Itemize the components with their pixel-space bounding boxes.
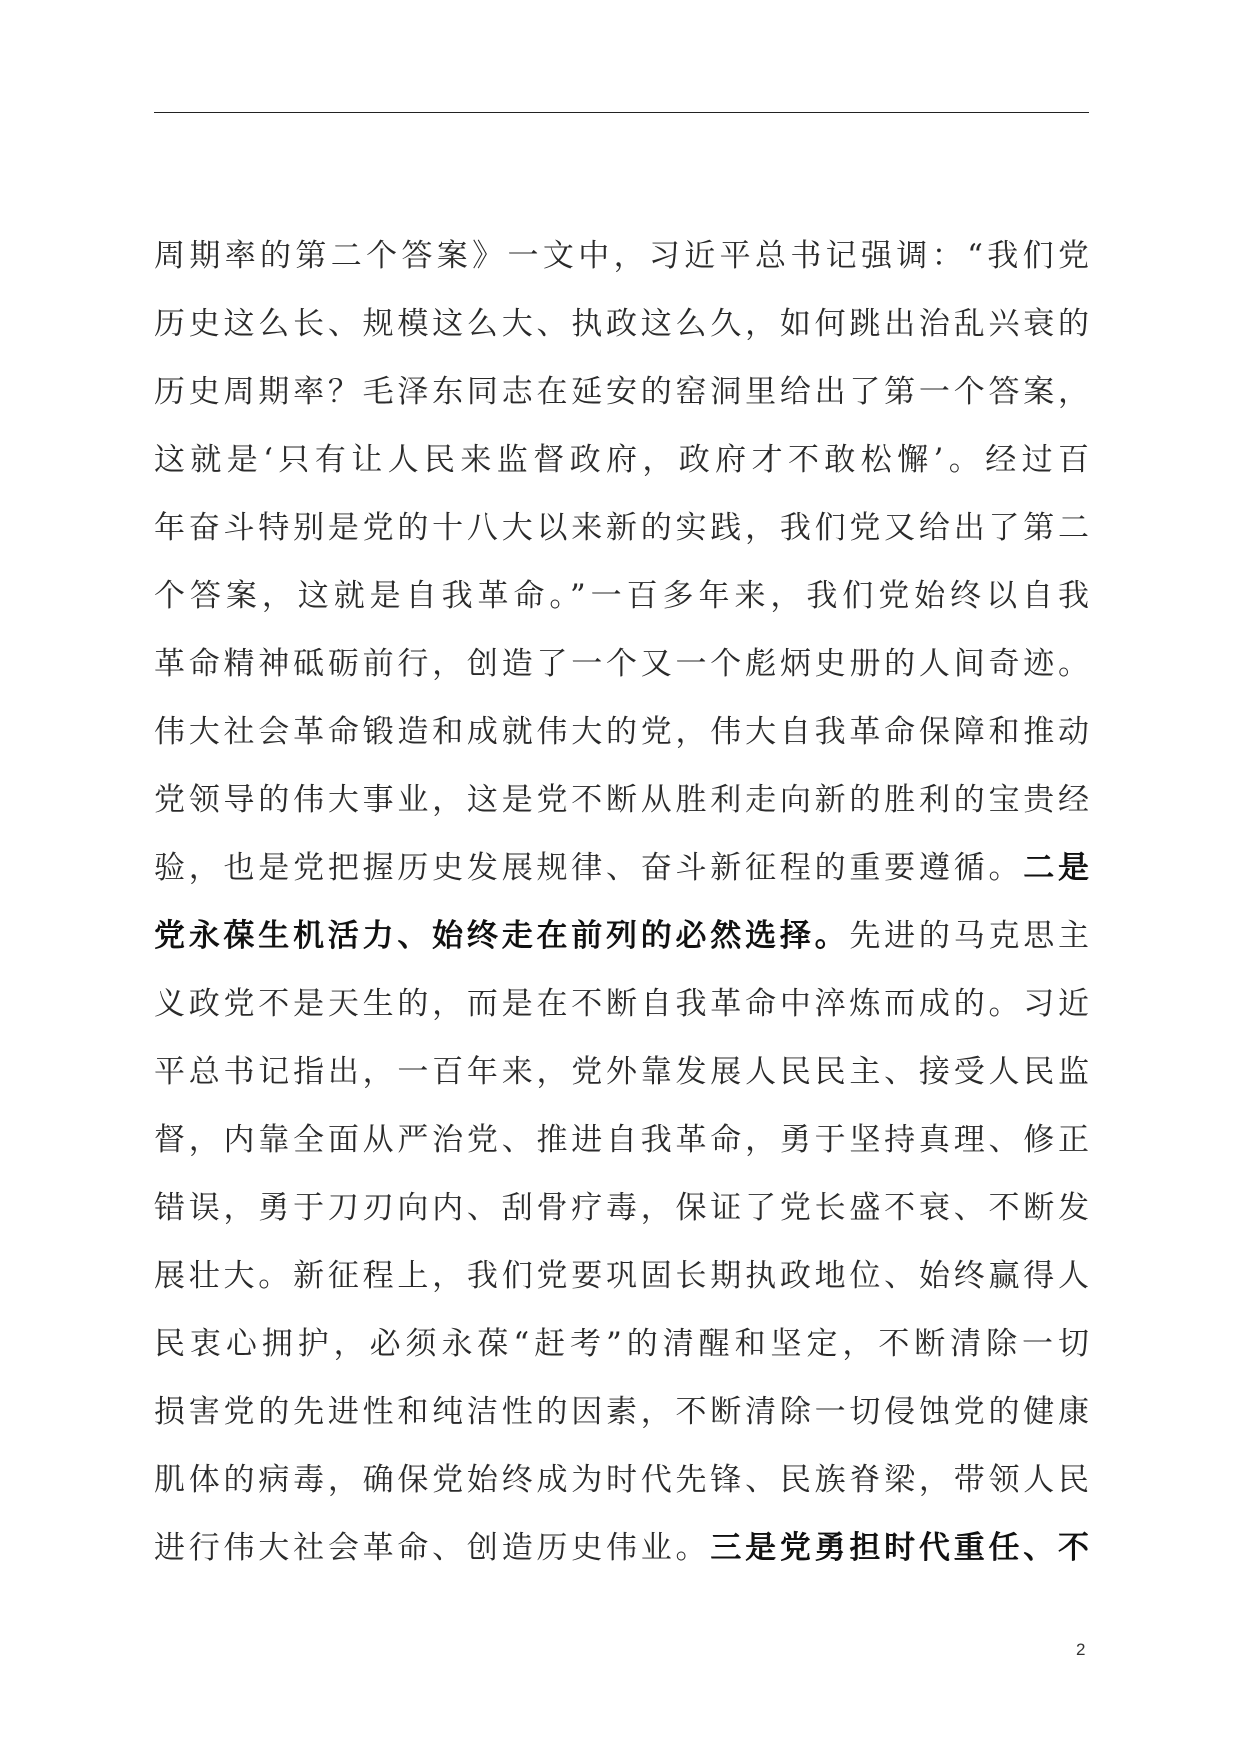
text-line: 民衷心拥护，必须永葆“赶考”的清醒和坚定，不断清除一切: [154, 1326, 1089, 1362]
text-line: 个答案，这就是自我革命。”一百多年来，我们党始终以自我: [154, 578, 1089, 614]
text-line: 革命精神砥砺前行，创造了一个又一个彪炳史册的人间奇迹。: [154, 646, 1089, 682]
point-two-heading-start: 二是: [1023, 850, 1090, 886]
point-three-heading: 三是党勇担时代重任、不: [710, 1530, 1090, 1566]
text-line: 历史周期率？毛泽东同志在延安的窑洞里给出了第一个答案，: [154, 374, 1089, 410]
text-line: 周期率的第二个答案》一文中，习近平总书记强调：“我们党: [154, 238, 1089, 274]
text-line: 肌体的病毒，确保党始终成为时代先锋、民族脊梁，带领人民: [154, 1462, 1089, 1498]
text-line: 错误，勇于刀刃向内、刮骨疗毒，保证了党长盛不衰、不断发: [154, 1190, 1089, 1226]
text-line: 展壮大。新征程上，我们党要巩固长期执政地位、始终赢得人: [154, 1258, 1089, 1294]
text-line: 义政党不是天生的，而是在不断自我革命中淬炼而成的。习近: [154, 986, 1089, 1022]
text-line: 验，也是党把握历史发展规律、奋斗新征程的重要遵循。二是: [154, 850, 1090, 886]
text-line: 伟大社会革命锻造和成就伟大的党，伟大自我革命保障和推动: [154, 714, 1089, 750]
text-line: 进行伟大社会革命、创造历史伟业。三是党勇担时代重任、不: [154, 1530, 1090, 1566]
text-line: 这就是‘只有让人民来监督政府，政府才不敢松懈’。经过百: [154, 442, 1089, 478]
text-line: 年奋斗特别是党的十八大以来新的实践，我们党又给出了第二: [154, 510, 1089, 546]
text-line: 督，内靠全面从严治党、推进自我革命，勇于坚持真理、修正: [154, 1122, 1089, 1158]
body-paragraph: [154, 222, 1089, 1582]
text-line: 党领导的伟大事业，这是党不断从胜利走向新的胜利的宝贵经: [154, 782, 1089, 818]
page-number: 2: [1076, 1640, 1086, 1659]
text-line: 损害党的先进性和纯洁性的因素，不断清除一切侵蚀党的健康: [154, 1394, 1089, 1430]
text-line: 历史这么长、规模这么大、执政这么久，如何跳出治乱兴衰的: [154, 306, 1089, 342]
point-two-heading: 党永葆生机活力、始终走在前列的必然选择。: [154, 918, 850, 954]
text-line: 党永葆生机活力、始终走在前列的必然选择。先进的马克思主: [154, 918, 1090, 954]
header-rule: [154, 112, 1089, 113]
text-line: 平总书记指出，一百年来，党外靠发展人民民主、接受人民监: [154, 1054, 1089, 1090]
